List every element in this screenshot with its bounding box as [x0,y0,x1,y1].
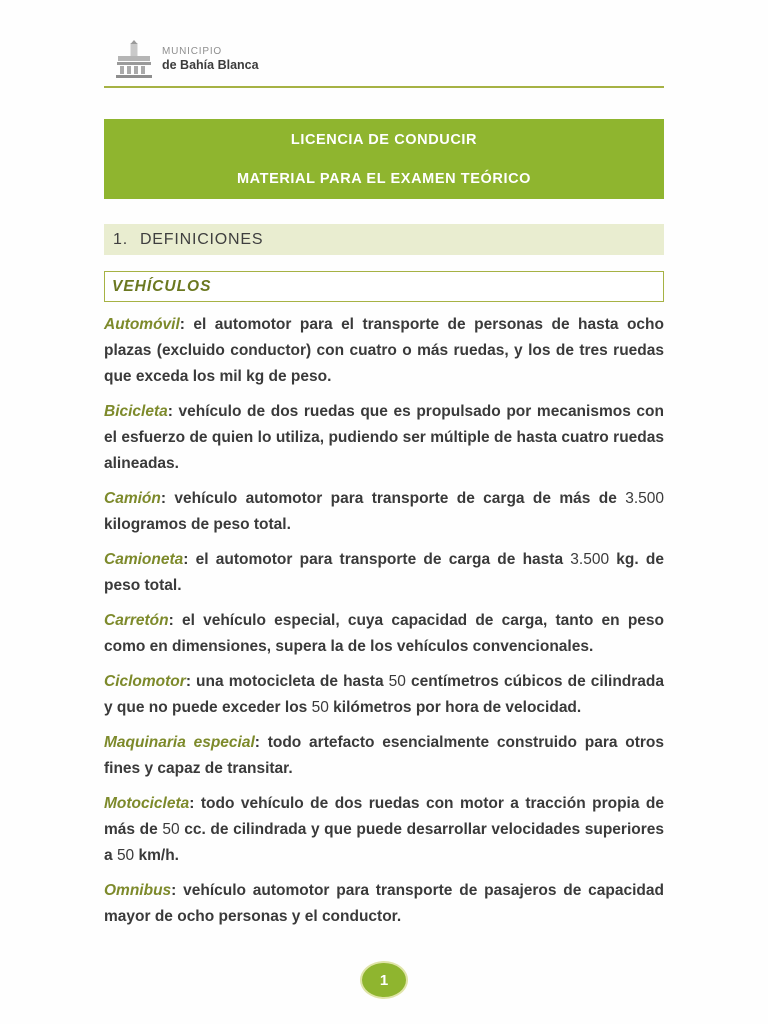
document-subtitle: MATERIAL PARA EL EXAMEN TEÓRICO [236,171,532,187]
subsection-heading-box [104,271,664,302]
definition-term: Motocicleta [104,795,190,812]
page-number-badge [360,961,408,999]
definition-term: Omnibus [104,882,172,899]
header-divider-rule [104,86,664,88]
definition-text: : todo artefacto esencialmente construido para otros fines y capaz de transitar. [104,734,664,777]
document-title: LICENCIA DE CONDUCIR [290,132,478,148]
definition-text: : una motocicleta de hasta 50 centímetros cúbicos de cilindrada y que no puede exceder los 50 kilómetros por hora de velocidad. [104,673,664,716]
subsection-title: VEHÍCULOS [112,277,212,295]
section-number: 1. [113,230,128,248]
definition-text: : vehículo automotor para transporte de pasajeros de capacidad mayor de ocho personas y el conductor. [104,882,664,925]
logo-name-label [162,58,259,72]
definition-text: : el automotor para el transporte de personas de hasta ocho plazas (excluido conductor) con cuatro o más ruedas, y los de tres ruedas que exceda los mil kg de peso. [104,316,664,385]
section-title: DEFINICIONES [139,230,264,248]
definition-text: : el automotor para transporte de carga de hasta 3.500 kg. de peso total. [104,551,664,594]
definition-motocicleta [104,791,664,869]
page-header [104,36,664,88]
definition-camioneta [104,547,664,599]
definition-ciclomotor [104,669,664,721]
municipal-building-icon [116,40,152,78]
definition-text: : vehículo de dos ruedas que es propulsado por mecanismos con el esfuerzo de quien lo utiliza, pudiendo ser múltiple de hasta cuatro ruedas alineadas. [104,403,664,472]
definition-omnibus [104,878,664,930]
definition-term: Automóvil [104,316,180,333]
municipality-logo [104,36,664,82]
definition-term: Bicicleta [104,403,168,420]
definition-maquinaria-especial [104,730,664,782]
definition-term: Maquinaria especial [104,734,255,751]
definition-text: : vehículo automotor para transporte de carga de más de 3.500 kilogramos de peso total. [104,490,664,533]
definition-automovil [104,312,664,390]
definition-carreton [104,608,664,660]
definition-term: Carretón [104,612,169,629]
definition-term: Ciclomotor [104,673,186,690]
document-title-box [104,119,664,199]
logo-text [162,46,259,72]
definition-text: : todo vehículo de dos ruedas con motor a tracción propia de más de 50 cc. de cilindrada y que puede desarrollar velocidades superiores a 50 km/h. [104,795,664,864]
page-number: 1 [379,971,389,989]
definition-term: Camioneta [104,551,184,568]
section-heading [104,224,664,255]
definition-text: : el vehículo especial, cuya capacidad de carga, tanto en peso como en dimensiones, supera la de los vehículos convencionales. [104,612,664,655]
definition-term: Camión [104,490,161,507]
logo-name-bold: de Bahía Blanca [162,57,259,72]
logo-org-label: MUNICIPIO [162,46,222,58]
definition-camion [104,486,664,538]
definition-bicicleta [104,399,664,477]
definitions-list [104,312,664,939]
